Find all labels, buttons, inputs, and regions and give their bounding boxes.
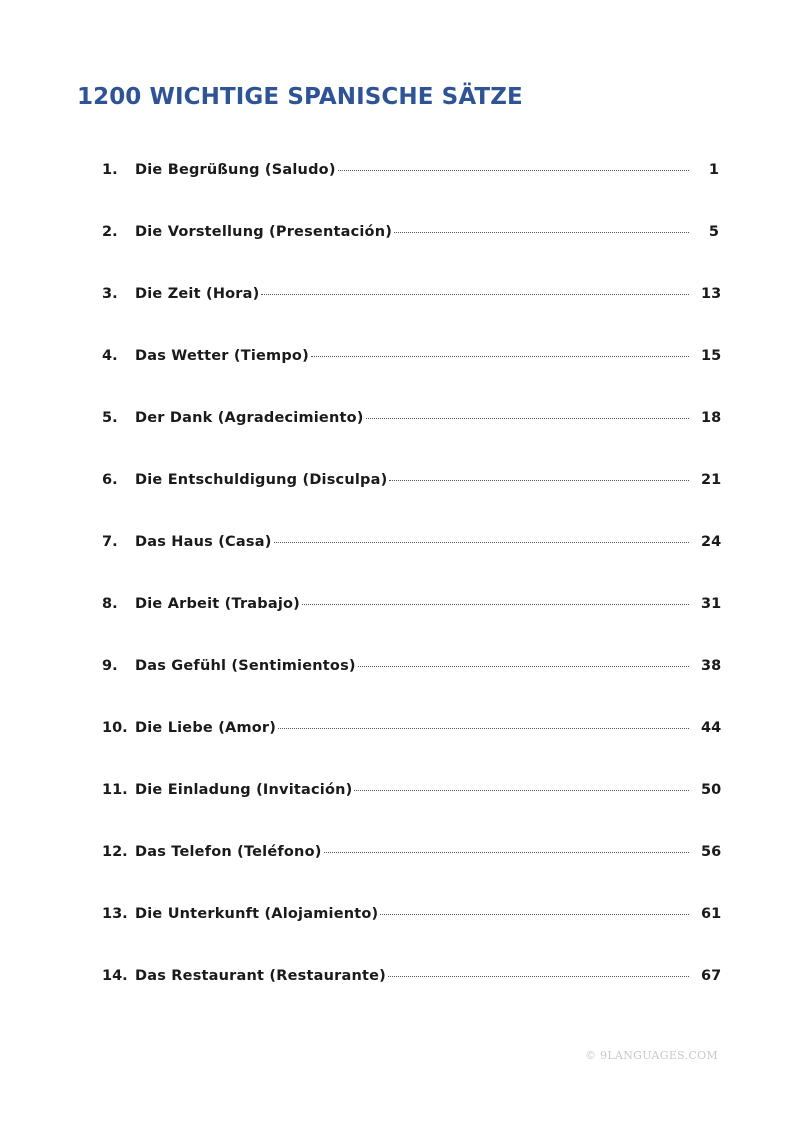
toc-entry-page: 5 — [708, 224, 719, 240]
toc-entry-page: 44 — [701, 720, 722, 736]
toc-entry[interactable] — [102, 968, 722, 1030]
toc-dot-leader — [389, 480, 689, 481]
page-title: 1200 WICHTIGE SPANISCHE SÄTZE — [77, 84, 523, 110]
toc-entry-page: 13 — [701, 286, 722, 302]
toc-entry-page: 21 — [701, 472, 722, 488]
watermark: © 9LANGUAGES.COM — [585, 1049, 718, 1062]
toc-dot-leader — [338, 170, 689, 171]
toc-entry-number: 12. — [102, 844, 128, 860]
toc-entry-page: 56 — [701, 844, 722, 860]
toc-dot-leader — [274, 542, 689, 543]
toc-entry[interactable] — [102, 224, 719, 286]
toc-entry-title: Die Liebe (Amor) — [135, 720, 277, 736]
toc-entry[interactable] — [102, 286, 722, 348]
toc-entry-number: 4. — [102, 348, 118, 364]
toc-dot-leader — [354, 790, 689, 791]
toc-entry-page: 1 — [708, 162, 719, 178]
toc-entry[interactable] — [102, 906, 722, 968]
toc-entry-title: Das Gefühl (Sentimientos) — [135, 658, 356, 674]
toc-entry-title: Das Wetter (Tiempo) — [135, 348, 309, 364]
toc-entry-title: Die Begrüßung (Saludo) — [135, 162, 336, 178]
toc-entry-page: 18 — [701, 410, 722, 426]
toc-entry[interactable] — [102, 658, 722, 720]
toc-entry-number: 10. — [102, 720, 128, 736]
toc-dot-leader — [261, 294, 689, 295]
toc-entry-number: 13. — [102, 906, 128, 922]
toc-entry[interactable] — [102, 162, 719, 224]
toc-entry-title: Das Telefon (Teléfono) — [135, 844, 322, 860]
toc-entry-number: 1. — [102, 162, 118, 178]
toc-entry-number: 11. — [102, 782, 128, 798]
toc-entry[interactable] — [102, 534, 722, 596]
toc-entry[interactable] — [102, 844, 722, 906]
toc-entry-title: Die Einladung (Invitación) — [135, 782, 353, 798]
toc-entry-title: Der Dank (Agradecimiento) — [135, 410, 364, 426]
toc-entry-number: 8. — [102, 596, 118, 612]
toc-entry-page: 24 — [701, 534, 722, 550]
toc-entry-title: Das Restaurant (Restaurante) — [135, 968, 386, 984]
toc-entry[interactable] — [102, 720, 722, 782]
toc-entry-page: 67 — [701, 968, 722, 984]
toc-entry-title: Das Haus (Casa) — [135, 534, 272, 550]
toc-entry[interactable] — [102, 596, 722, 658]
table-of-contents — [102, 162, 722, 1030]
toc-entry-title: Die Vorstellung (Presentación) — [135, 224, 393, 240]
toc-entry-number: 5. — [102, 410, 118, 426]
toc-entry-number: 9. — [102, 658, 118, 674]
toc-entry-page: 61 — [701, 906, 722, 922]
toc-entry-page: 15 — [701, 348, 722, 364]
toc-entry-page: 38 — [701, 658, 722, 674]
toc-entry[interactable] — [102, 410, 722, 472]
toc-entry-number: 7. — [102, 534, 118, 550]
toc-dot-leader — [311, 356, 689, 357]
toc-entry-page: 50 — [701, 782, 722, 798]
toc-dot-leader — [366, 418, 689, 419]
toc-entry[interactable] — [102, 472, 722, 534]
toc-entry-number: 14. — [102, 968, 128, 984]
toc-dot-leader — [358, 666, 689, 667]
toc-dot-leader — [380, 914, 689, 915]
toc-dot-leader — [302, 604, 689, 605]
toc-entry[interactable] — [102, 348, 722, 410]
toc-entry-title: Die Entschuldigung (Disculpa) — [135, 472, 388, 488]
toc-dot-leader — [278, 728, 689, 729]
toc-dot-leader — [324, 852, 689, 853]
toc-entry[interactable] — [102, 782, 722, 844]
toc-entry-title: Die Arbeit (Trabajo) — [135, 596, 301, 612]
toc-entry-number: 3. — [102, 286, 118, 302]
toc-dot-leader — [394, 232, 689, 233]
toc-entry-title: Die Unterkunft (Alojamiento) — [135, 906, 379, 922]
toc-entry-title: Die Zeit (Hora) — [135, 286, 260, 302]
toc-entry-number: 6. — [102, 472, 118, 488]
toc-entry-number: 2. — [102, 224, 118, 240]
toc-dot-leader — [388, 976, 689, 977]
toc-entry-page: 31 — [701, 596, 722, 612]
